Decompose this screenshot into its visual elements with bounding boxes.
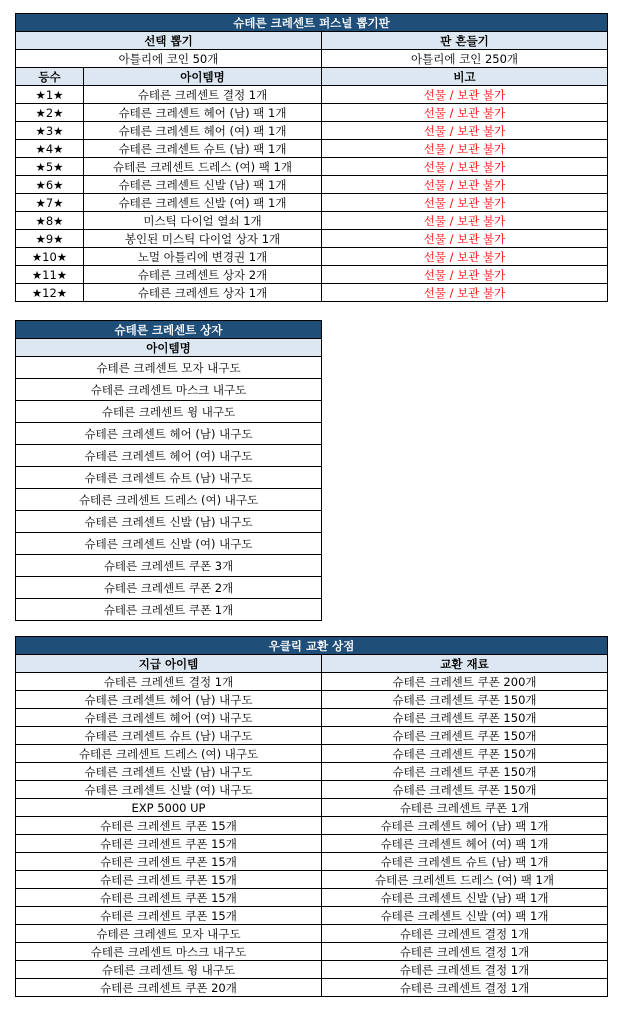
rank-cell: ★8★ xyxy=(16,212,84,230)
item-name-cell: 미스틱 다이얼 열쇠 1개 xyxy=(84,212,322,230)
table-row xyxy=(16,577,322,599)
table-row xyxy=(16,871,608,889)
exchange-cost-cell: 슈테른 크레센트 결정 1개 xyxy=(322,943,608,961)
exchange-shop-table xyxy=(15,636,608,997)
note-cell: 선물 / 보관 불가 xyxy=(322,212,608,230)
table-row xyxy=(16,401,322,423)
table-row xyxy=(16,212,608,230)
item-name-cell: 슈테른 크레센트 상자 1개 xyxy=(84,284,322,302)
table-row xyxy=(16,122,608,140)
rank-cell: ★7★ xyxy=(16,194,84,212)
item-name-cell: 슈테른 크레센트 결정 1개 xyxy=(84,86,322,104)
item-column-header: 아이템명 xyxy=(84,68,322,86)
table-row xyxy=(16,379,322,401)
give-item-cell: 슈테른 크레센트 마스크 내구도 xyxy=(16,943,322,961)
table-row xyxy=(16,799,608,817)
note-column-header: 비고 xyxy=(322,68,608,86)
table-row xyxy=(16,817,608,835)
table-row xyxy=(16,511,322,533)
item-name-cell: 슈테른 크레센트 헤어 (여) 팩 1개 xyxy=(84,122,322,140)
give-item-cell: 슈테른 크레센트 쿠폰 15개 xyxy=(16,907,322,925)
box-item-cell: 슈테른 크레센트 헤어 (남) 내구도 xyxy=(16,423,322,445)
exchange-cost-cell: 슈테른 크레센트 신발 (여) 팩 1개 xyxy=(322,907,608,925)
table-row xyxy=(16,467,322,489)
note-cell: 선물 / 보관 불가 xyxy=(322,140,608,158)
give-item-cell: 슈테른 크레센트 슈트 (남) 내구도 xyxy=(16,727,322,745)
rank-cell: ★2★ xyxy=(16,104,84,122)
exchange-cost-cell: 슈테른 크레센트 쿠폰 150개 xyxy=(322,691,608,709)
give-item-cell: 슈테른 크레센트 신발 (남) 내구도 xyxy=(16,763,322,781)
rank-cell: ★9★ xyxy=(16,230,84,248)
table-row xyxy=(16,835,608,853)
exchange-cost-cell: 슈테른 크레센트 결정 1개 xyxy=(322,979,608,997)
exchange-cost-cell: 슈테른 크레센트 결정 1개 xyxy=(322,961,608,979)
shake-board-cost: 아틀리에 코인 250개 xyxy=(322,50,608,68)
exchange-cost-cell: 슈테른 크레센트 쿠폰 150개 xyxy=(322,709,608,727)
exchange-shop-title: 우클릭 교환 상점 xyxy=(16,637,608,655)
give-item-cell: EXP 5000 UP xyxy=(16,799,322,817)
box-item-cell: 슈테른 크레센트 마스크 내구도 xyxy=(16,379,322,401)
exchange-cost-cell: 슈테른 크레센트 쿠폰 1개 xyxy=(322,799,608,817)
table-row xyxy=(16,248,608,266)
table-row xyxy=(16,86,608,104)
exchange-cost-cell: 슈테른 크레센트 쿠폰 150개 xyxy=(322,727,608,745)
item-name-cell: 슈테른 크레센트 헤어 (남) 팩 1개 xyxy=(84,104,322,122)
exchange-cost-cell: 슈테른 크레센트 헤어 (여) 팩 1개 xyxy=(322,835,608,853)
exchange-cost-cell: 슈테른 크레센트 결정 1개 xyxy=(322,925,608,943)
table-row xyxy=(16,709,608,727)
table-row xyxy=(16,357,322,379)
rank-cell: ★1★ xyxy=(16,86,84,104)
rank-cell: ★4★ xyxy=(16,140,84,158)
give-item-cell: 슈테른 크레센트 쿠폰 15개 xyxy=(16,817,322,835)
item-name-cell: 봉인된 미스틱 다이얼 상자 1개 xyxy=(84,230,322,248)
give-item-cell: 슈테른 크레센트 윙 내구도 xyxy=(16,961,322,979)
table-row xyxy=(16,555,322,577)
give-item-cell: 슈테른 크레센트 쿠폰 15개 xyxy=(16,853,322,871)
table-row xyxy=(16,194,608,212)
exchange-cost-cell: 슈테른 크레센트 쿠폰 150개 xyxy=(322,745,608,763)
exchange-cost-cell: 슈테른 크레센트 신발 (남) 팩 1개 xyxy=(322,889,608,907)
table-row xyxy=(16,533,322,555)
table-row xyxy=(16,961,608,979)
note-cell: 선물 / 보관 불가 xyxy=(322,248,608,266)
give-item-column-header: 지급 아이템 xyxy=(16,655,322,673)
table-row xyxy=(16,853,608,871)
rank-cell: ★12★ xyxy=(16,284,84,302)
box-item-cell: 슈테른 크레센트 쿠폰 2개 xyxy=(16,577,322,599)
table-row xyxy=(16,284,608,302)
table-row xyxy=(16,230,608,248)
exchange-cost-column-header: 교환 재료 xyxy=(322,655,608,673)
rank-cell: ★11★ xyxy=(16,266,84,284)
note-cell: 선물 / 보관 불가 xyxy=(322,194,608,212)
table-row xyxy=(16,423,322,445)
table-row xyxy=(16,691,608,709)
table-row xyxy=(16,763,608,781)
rank-cell: ★6★ xyxy=(16,176,84,194)
give-item-cell: 슈테른 크레센트 쿠폰 15개 xyxy=(16,835,322,853)
box-item-cell: 슈테른 크레센트 윙 내구도 xyxy=(16,401,322,423)
table-row xyxy=(16,599,322,621)
box-item-cell: 슈테른 크레센트 드레스 (여) 내구도 xyxy=(16,489,322,511)
exchange-cost-cell: 슈테른 크레센트 쿠폰 200개 xyxy=(322,673,608,691)
note-cell: 선물 / 보관 불가 xyxy=(322,122,608,140)
table-row xyxy=(16,943,608,961)
note-cell: 선물 / 보관 불가 xyxy=(322,176,608,194)
box-item-column-header: 아이템명 xyxy=(16,339,322,357)
exchange-cost-cell: 슈테른 크레센트 쿠폰 150개 xyxy=(322,781,608,799)
give-item-cell: 슈테른 크레센트 드레스 (여) 내구도 xyxy=(16,745,322,763)
select-draw-cost: 아틀리에 코인 50개 xyxy=(16,50,322,68)
table-row xyxy=(16,158,608,176)
exchange-cost-cell: 슈테른 크레센트 헤어 (남) 팩 1개 xyxy=(322,817,608,835)
rank-cell: ★10★ xyxy=(16,248,84,266)
item-name-cell: 슈테른 크레센트 신발 (남) 팩 1개 xyxy=(84,176,322,194)
item-name-cell: 슈테른 크레센트 상자 2개 xyxy=(84,266,322,284)
item-name-cell: 노멀 아틀리에 변경권 1개 xyxy=(84,248,322,266)
table-row xyxy=(16,781,608,799)
box-item-cell: 슈테른 크레센트 신발 (여) 내구도 xyxy=(16,533,322,555)
rank-cell: ★3★ xyxy=(16,122,84,140)
table-row xyxy=(16,925,608,943)
give-item-cell: 슈테른 크레센트 신발 (여) 내구도 xyxy=(16,781,322,799)
note-cell: 선물 / 보관 불가 xyxy=(322,266,608,284)
crescent-box-table xyxy=(15,320,322,621)
table-row xyxy=(16,266,608,284)
shake-board-header: 판 흔들기 xyxy=(322,32,608,50)
table-row xyxy=(16,140,608,158)
exchange-cost-cell: 슈테른 크레센트 쿠폰 150개 xyxy=(322,763,608,781)
give-item-cell: 슈테른 크레센트 헤어 (남) 내구도 xyxy=(16,691,322,709)
table-row xyxy=(16,907,608,925)
select-draw-header: 선택 뽑기 xyxy=(16,32,322,50)
puzzle-board-title: 슈테른 크레센트 퍼스널 뽑기판 xyxy=(16,14,608,32)
exchange-cost-cell: 슈테른 크레센트 슈트 (남) 팩 1개 xyxy=(322,853,608,871)
box-item-cell: 슈테른 크레센트 쿠폰 3개 xyxy=(16,555,322,577)
exchange-cost-cell: 슈테른 크레센트 드레스 (여) 팩 1개 xyxy=(322,871,608,889)
rank-cell: ★5★ xyxy=(16,158,84,176)
table-row xyxy=(16,673,608,691)
item-name-cell: 슈테른 크레센트 드레스 (여) 팩 1개 xyxy=(84,158,322,176)
give-item-cell: 슈테른 크레센트 쿠폰 15개 xyxy=(16,889,322,907)
table-row xyxy=(16,104,608,122)
item-name-cell: 슈테른 크레센트 신발 (여) 팩 1개 xyxy=(84,194,322,212)
note-cell: 선물 / 보관 불가 xyxy=(322,158,608,176)
table-row xyxy=(16,489,322,511)
note-cell: 선물 / 보관 불가 xyxy=(322,230,608,248)
give-item-cell: 슈테른 크레센트 결정 1개 xyxy=(16,673,322,691)
note-cell: 선물 / 보관 불가 xyxy=(322,104,608,122)
table-row xyxy=(16,445,322,467)
table-row xyxy=(16,979,608,997)
box-item-cell: 슈테른 크레센트 쿠폰 1개 xyxy=(16,599,322,621)
table-row xyxy=(16,727,608,745)
crescent-box-title: 슈테른 크레센트 상자 xyxy=(16,321,322,339)
give-item-cell: 슈테른 크레센트 헤어 (여) 내구도 xyxy=(16,709,322,727)
give-item-cell: 슈테른 크레센트 모자 내구도 xyxy=(16,925,322,943)
item-name-cell: 슈테른 크레센트 슈트 (남) 팩 1개 xyxy=(84,140,322,158)
box-item-cell: 슈테른 크레센트 신발 (남) 내구도 xyxy=(16,511,322,533)
table-row xyxy=(16,176,608,194)
box-item-cell: 슈테른 크레센트 헤어 (여) 내구도 xyxy=(16,445,322,467)
box-item-cell: 슈테른 크레센트 모자 내구도 xyxy=(16,357,322,379)
table-row xyxy=(16,745,608,763)
give-item-cell: 슈테른 크레센트 쿠폰 20개 xyxy=(16,979,322,997)
rank-column-header: 등수 xyxy=(16,68,84,86)
give-item-cell: 슈테른 크레센트 쿠폰 15개 xyxy=(16,871,322,889)
table-row xyxy=(16,889,608,907)
note-cell: 선물 / 보관 불가 xyxy=(322,284,608,302)
box-item-cell: 슈테른 크레센트 슈트 (남) 내구도 xyxy=(16,467,322,489)
puzzle-board-table xyxy=(15,13,608,302)
note-cell: 선물 / 보관 불가 xyxy=(322,86,608,104)
